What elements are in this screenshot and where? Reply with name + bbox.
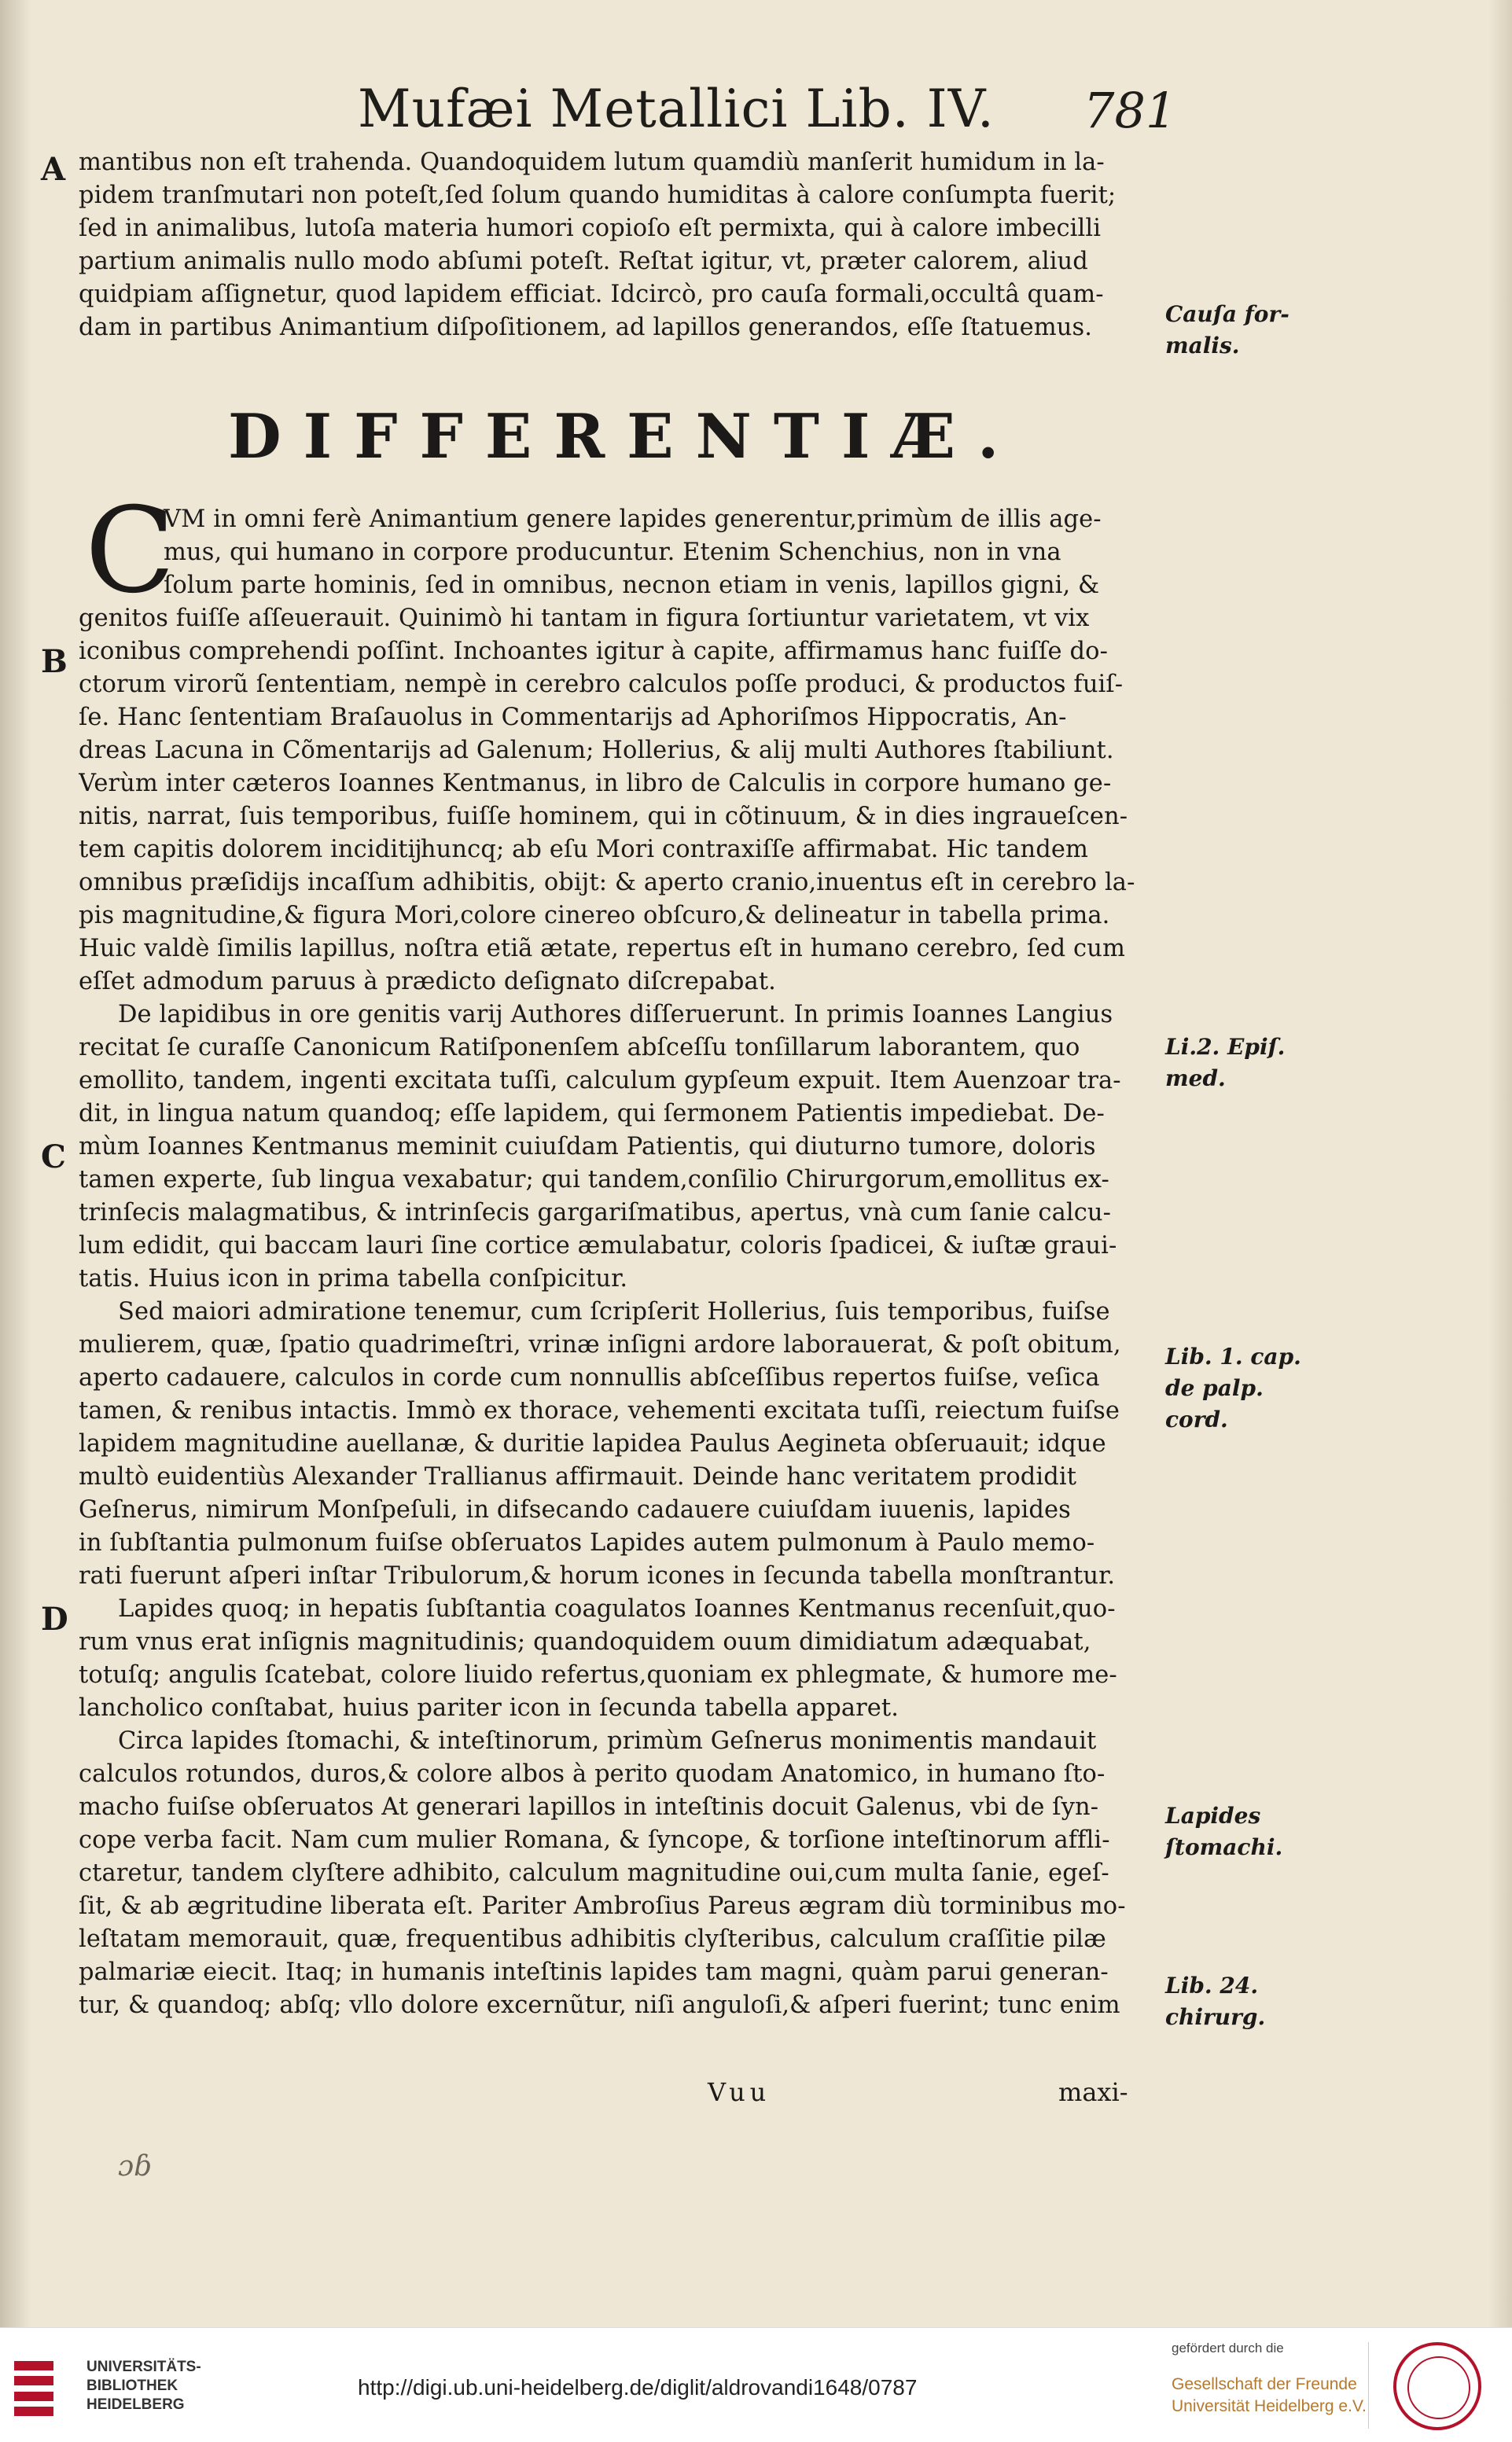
margin-note-chirurg: Lib. 24. chirurg.	[1165, 1973, 1266, 2030]
catchword: maxi-	[1058, 2077, 1128, 2107]
text-line: tatis. Huius icon in prima tabella conſpicitur.	[79, 1265, 628, 1293]
section-letter-c: C	[41, 1138, 66, 1175]
text-line: dit, in lingua natum quandoq; eſſe lapidem, qui ſermonem Patientis impediebat. De-	[79, 1100, 1105, 1127]
text-line: mùm Ioannes Kentmanus meminit cuiuſdam Patientis, qui diuturno tumore, doloris	[79, 1133, 1096, 1160]
text-line: leſtatam memorauit, quæ, frequentibus adhibitis clyſteribus, calculum craſſitie pilæ	[79, 1925, 1106, 1953]
text-line: partium animalis nullo modo abſumi poteſt. Reſtat igitur, vt, præter calorem, aliud	[79, 248, 1088, 275]
text-line: genitos fuiſſe aſſeuerauit. Quinimò hi tantam in figura ſortiuntur varietatem, vt vix	[79, 605, 1090, 632]
text-line: calculos rotundos, duros,& colore albos à perito quodam Anatomico, in humano ſto-	[79, 1760, 1105, 1788]
margin-note-causa: Cauſa for- malis.	[1165, 301, 1289, 359]
text-line: nitis, narrat, ſuis temporibus, fuiſſe hominem, qui in cõtinuum, & in dies ingraueſcen-	[79, 803, 1128, 830]
text-line: mus, qui humano in corpore producuntur. Etenim Schenchius, non in vna	[164, 539, 1061, 566]
text-line: palmariæ eiecit. Itaq; in humanis inteſtinis lapides tam magni, quàm parui generan-	[79, 1958, 1109, 1986]
text-line: ctorum virorũ ſententiam, nempè in cerebro calculos poſſe produci, & productos fuiſ-	[79, 671, 1124, 698]
section-letter-b: B	[41, 643, 68, 680]
text-line: ſe. Hanc ſententiam Braſauolus in Commentarijs ad Aphoriſmos Hippocratis, An-	[79, 704, 1067, 731]
text-line: pis magnitudine,& figura Mori,colore cinereo obſcuro,& delineatur in tabella prima.	[79, 902, 1110, 929]
text-line: macho fuiſse obſeruatos At generari lapillos in inteſtinis docuit Galenus, vbi de ſyn-	[79, 1793, 1099, 1821]
text-line: aperto cadauere, calculos in corde cum nonnullis abſceſſibus repertos fuiſse, veſica	[79, 1364, 1100, 1392]
text-line: ſolum parte hominis, ſed in omnibus, necnon etiam in venis, lapillos gigni, &	[164, 572, 1100, 599]
text-line: lancholico conſtabat, huius pariter icon in ſecunda tabella apparet.	[79, 1694, 899, 1722]
text-line: Sed maiori admiratione tenemur, cum ſcripſerit Hollerius, ſuis temporibus, fuiſse	[118, 1298, 1110, 1326]
text-line: iconibus comprehendi poſſint. Inchoantes igitur à capite, affirmamus hanc fuiſſe do-	[79, 638, 1108, 665]
text-line: in ſubſtantia pulmonum fuiſse obſeruatos Lapides autem pulmonum à Paulo memo-	[79, 1529, 1095, 1557]
top-paragraph	[79, 146, 1172, 344]
text-line: dam in partibus Animantium diſpoſitionem, ad lapillos generandos, eſſe ſtatuemus.	[79, 314, 1093, 341]
text-line: mulierem, quæ, ſpatio quadrimeſtri, vrinæ inſigni ardore laborauerat, & poſt obitum,	[79, 1331, 1121, 1359]
text-line: omnibus præſidijs incaſſum adhibitis, obijt: & aperto cranio,inuentus eſt in cerebro la-	[79, 869, 1135, 896]
page-edge-shadow-right	[1488, 0, 1512, 2327]
text-line: Lapides quoq; in hepatis ſubſtantia coagulatos Ioannes Kentmanus recenſuit,quo-	[118, 1595, 1116, 1623]
text-line: tamen experte, ſub lingua vexabatur; qui tandem,conſilio Chirurgorum,emollitus ex-	[79, 1166, 1109, 1193]
society-name: Gesellschaft der Freunde Universität Heidelberg e.V.	[1172, 2375, 1367, 2415]
main-text-column	[79, 146, 1172, 344]
text-line: pidem tranſmutari non poteſt,ſed ſolum quando humiditas à calore conſumpta fuerit;	[79, 182, 1117, 209]
signature-mark: Vuu	[708, 2077, 771, 2107]
permalink-url[interactable]: http://digi.ub.uni-heidelberg.de/diglit/aldrovandi1648/0787	[358, 2375, 918, 2400]
margin-note-lapides-stomachi: Lapides ſtomachi.	[1165, 1803, 1283, 1860]
drop-cap: C	[85, 483, 175, 620]
text-line: tur, & quandoq; abſq; vllo dolore excernũtur, niſi anguloſi,& aſperi fuerint; tunc enim	[79, 1991, 1120, 2019]
text-line: ſed in animalibus, lutoſa materia humori copioſo eſt permixta, qui à calore imbecilli	[79, 215, 1102, 242]
text-line: dreas Lacuna in Cõmentarijs ad Galenum; Hollerius, & alij multi Authores ſtabiliunt.	[79, 737, 1114, 764]
text-line: quidpiam aſſignetur, quod lapidem efficiat. Idcircò, pro cauſa formali,occultâ quam-	[79, 281, 1104, 308]
text-line: rum vnus erat inſignis magnitudinis; quandoquidem ouum dimidiatum adæquabat,	[79, 1628, 1091, 1656]
text-line: Circa lapides ſtomachi, & inteſtinorum, primùm Geſnerus monimentis mandauit	[118, 1727, 1097, 1755]
text-line: totuſq; angulis ſcatebat, colore liuido refertus,quoniam ex phlegmate, & humore me-	[79, 1661, 1117, 1689]
library-logo-icon	[14, 2361, 53, 2416]
text-line: ctaretur, tandem clyſtere adhibito, calculum magnitudine oui,cum multa ſanie, egeſ-	[79, 1859, 1109, 1887]
text-line: trinſecis malagmatibus, & intrinſecis gargariſmatibus, apertus, vnà cum ſanie calcu-	[79, 1199, 1112, 1227]
text-line: rati fuerunt aſperi inſtar Tribulorum,& horum icones in ſecunda tabella monſtrantur.	[79, 1562, 1116, 1590]
text-line: Verùm inter cæteros Ioannes Kentmanus, in libro de Calculis in corpore humano ge-	[79, 770, 1112, 797]
library-name: UNIVERSITÄTS- BIBLIOTHEK HEIDELBERG	[86, 2359, 201, 2413]
footer-divider	[1368, 2342, 1369, 2429]
text-line: recitat ſe curaſſe Canonicum Ratiſponenſem abſceſſu tonſillarum laborantem, quo	[79, 1034, 1080, 1061]
text-line: multò euidentiùs Alexander Trallianus affirmauit. Deinde hanc veritatem prodidit	[79, 1463, 1077, 1491]
text-line: emollito, tandem, ingenti excitata tuſſi, calculum gypſeum expuit. Item Auenzoar tra-	[79, 1067, 1121, 1094]
text-line: VM in omni ferè Animantium genere lapides generentur,primùm de illis age-	[164, 506, 1102, 533]
university-seal-icon	[1393, 2342, 1481, 2430]
text-line: lapidem magnitudine auellanæ, & duritie lapidea Paulus Aegineta obſeruauit; idque	[79, 1430, 1106, 1458]
section-letter-a: A	[41, 151, 66, 188]
margin-note-hollerius: Lib. 1. cap. de palp. cord.	[1165, 1344, 1301, 1432]
funded-by-label: gefördert durch die	[1172, 2341, 1284, 2356]
text-line: tamen, & renibus intactis. Immò ex thorace, vehementi excitata tuſſi, reiectum fuiſse	[79, 1397, 1120, 1425]
text-line: cope verba facit. Nam cum mulier Romana, & ſyncope, & torſione inteſtinorum affli-	[79, 1826, 1110, 1854]
text-line: lum edidit, qui baccam lauri ſine cortice æmulabatur, coloris ſpadicei, & iuſtæ graui-	[79, 1232, 1117, 1260]
text-line: ſit, & ab ægritudine liberata eſt. Pariter Ambroſius Pareus ægram diù torminibus mo-	[79, 1892, 1126, 1920]
text-line: tem capitis dolorem inciditĳhuncq; ab eſu Mori contraxiſſe affirmabat. Hic tandem	[79, 836, 1089, 863]
body-text-column	[79, 503, 1172, 2022]
text-line: Huic valdè ſimilis lapillus, noſtra etiã ætate, repertus eſt in humano cerebro, ſed cum	[79, 935, 1125, 962]
text-line: Geſnerus, nimirum Monſpeſuli, in difsecando cadauere cuiuſdam iuuenis, lapides	[79, 1496, 1071, 1524]
running-title: Mufæi Metallici Lib. IV.	[358, 79, 995, 139]
stray-ink-mark: ɔɓ	[118, 2150, 153, 2183]
page-edge-shadow-left	[0, 0, 31, 2327]
section-heading: DIFFERENTIÆ.	[228, 401, 1021, 473]
viewer-footer	[0, 2327, 1512, 2442]
text-line: De lapidibus in ore genitis varij Authores diſſeruerunt. In primis Ioannes Langius	[118, 1001, 1113, 1028]
text-line: eſſet admodum paruus à prædicto deſignato diſcrepabat.	[79, 968, 776, 995]
margin-note-langius: Li.2. Epiſ. med.	[1165, 1034, 1286, 1091]
text-line: mantibus non eſt trahenda. Quandoquidem lutum quamdiù manſerit humidum in la-	[79, 149, 1105, 176]
section-letter-d: D	[41, 1601, 68, 1638]
page-number: 781	[1083, 82, 1177, 139]
